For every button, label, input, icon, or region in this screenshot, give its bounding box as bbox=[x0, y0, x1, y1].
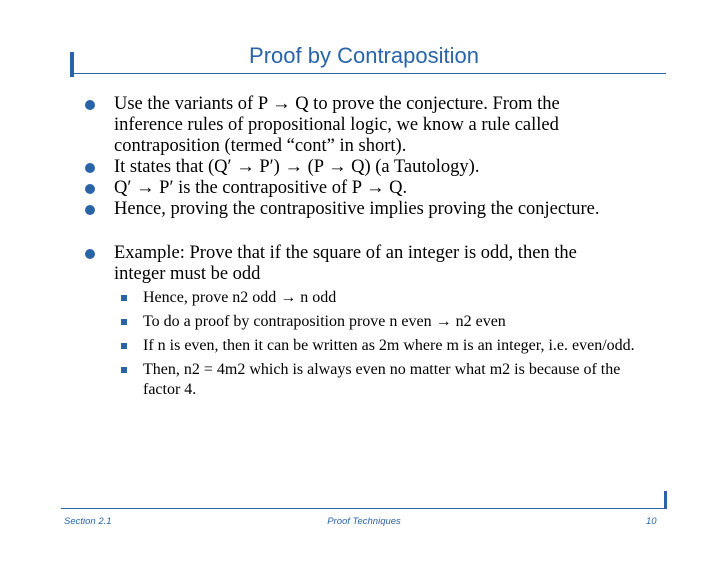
sub-bullet-square-icon bbox=[121, 295, 127, 301]
sub-bullet-square-icon bbox=[121, 343, 127, 349]
sub-bullet-square-icon bbox=[121, 367, 127, 373]
bullet-text: Q′ → P′ is the contrapositive of P → Q. bbox=[114, 178, 408, 198]
sub-bullet-text: To do a proof by contraposition prove n even → n2 even bbox=[143, 313, 506, 330]
bullet-text: It states that (Q′ → P′) → (P → Q) (a Tautology). bbox=[114, 157, 480, 177]
bullet-item bbox=[0, 94, 614, 157]
footer-section: Section 2.1 bbox=[64, 516, 112, 527]
sub-bullet-item bbox=[0, 360, 653, 400]
bullet-text: Use the variants of P → Q to prove the conjecture. From the inference rules of propositional logic, we know a rule called contraposition (termed “cont” in short). bbox=[114, 94, 560, 156]
sub-bullet-square-icon bbox=[121, 319, 127, 325]
slide-title: Proof by Contraposition bbox=[249, 43, 479, 68]
title-underline bbox=[72, 73, 666, 74]
sub-bullet-item bbox=[0, 336, 653, 356]
bullet-dot-icon bbox=[85, 100, 95, 110]
bullet-dot-icon bbox=[85, 184, 95, 194]
footer-rule bbox=[61, 508, 665, 509]
page-number: 10 bbox=[646, 516, 657, 527]
slide-content bbox=[0, 94, 728, 400]
bullet-dot-icon bbox=[85, 249, 95, 259]
bullet-text: Example: Prove that if the square of an integer is odd, then the integer must be odd bbox=[114, 243, 577, 284]
footer-topic: Proof Techniques bbox=[327, 516, 401, 527]
bullet-item bbox=[0, 157, 614, 178]
bullet-dot-icon bbox=[85, 205, 95, 215]
sub-bullet-item bbox=[0, 312, 653, 332]
footer-tick-decoration bbox=[664, 491, 667, 509]
bullet-item bbox=[0, 178, 614, 199]
bullet-text: Hence, proving the contrapositive implies proving the conjecture. bbox=[114, 199, 600, 219]
sub-bullet-item bbox=[0, 288, 653, 308]
bullet-item bbox=[0, 243, 614, 285]
sub-bullet-text: Then, n2 = 4m2 which is always even no matter what m2 is because of the factor 4. bbox=[143, 361, 621, 398]
sub-bullet-text: If n is even, then it can be written as 2m where m is an integer, i.e. even/odd. bbox=[143, 337, 635, 354]
bullet-item bbox=[0, 199, 614, 220]
bullet-dot-icon bbox=[85, 163, 95, 173]
sub-bullet-text: Hence, prove n2 odd → n odd bbox=[143, 289, 337, 306]
